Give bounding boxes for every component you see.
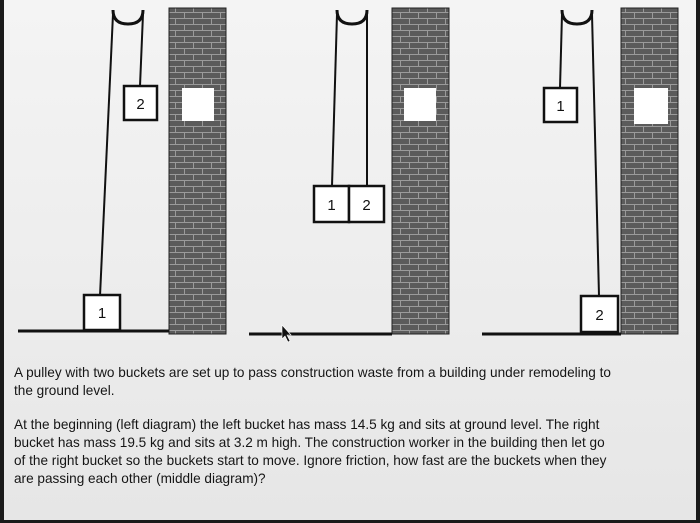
rope-left — [560, 14, 562, 88]
bucket-2-label: 2 — [595, 307, 604, 324]
problem-intro-text: A pulley with two buckets are set up to pass construction waste from a building under remodeling to the ground level. — [14, 365, 611, 398]
building — [169, 8, 226, 334]
bucket-1 — [544, 88, 577, 122]
building-window — [182, 88, 214, 121]
building — [621, 8, 678, 334]
bucket-1-label: 1 — [556, 98, 565, 115]
rope-right — [140, 14, 143, 86]
bucket-2 — [349, 186, 384, 222]
left-diagram — [18, 8, 226, 334]
bucket-2-label: 2 — [362, 197, 371, 214]
rope-left — [100, 14, 113, 296]
middle-diagram — [249, 8, 449, 342]
rope-right — [592, 14, 599, 296]
bucket-1 — [84, 295, 120, 330]
bucket-2 — [581, 296, 618, 332]
bucket-1 — [314, 186, 349, 222]
building-window — [404, 88, 436, 121]
pulley-wheel — [113, 10, 143, 24]
pulley-wheel — [337, 10, 367, 24]
bucket-1-label: 1 — [97, 305, 107, 322]
cursor-icon — [282, 325, 291, 342]
building — [392, 8, 449, 334]
bucket-2 — [124, 86, 157, 120]
pulley-diagrams — [4, 0, 696, 345]
building-window — [634, 88, 668, 124]
bucket-1-label: 1 — [327, 197, 336, 214]
problem-question-text: At the beginning (left diagram) the left bucket has mass 14.5 kg and sits at ground level. The right bucket has mass 19.5 kg and sits at 3.2 m high. The construction worker in the building then let go of the right bucket so the buckets start to move. Ignore friction, how fast are the buckets when they are passing each other (middle diagram)? — [14, 417, 607, 486]
bucket-2-label: 2 — [136, 96, 145, 113]
pulley-wheel — [562, 10, 592, 24]
rope-left — [332, 14, 337, 186]
right-diagram — [482, 8, 678, 334]
page — [4, 0, 696, 520]
